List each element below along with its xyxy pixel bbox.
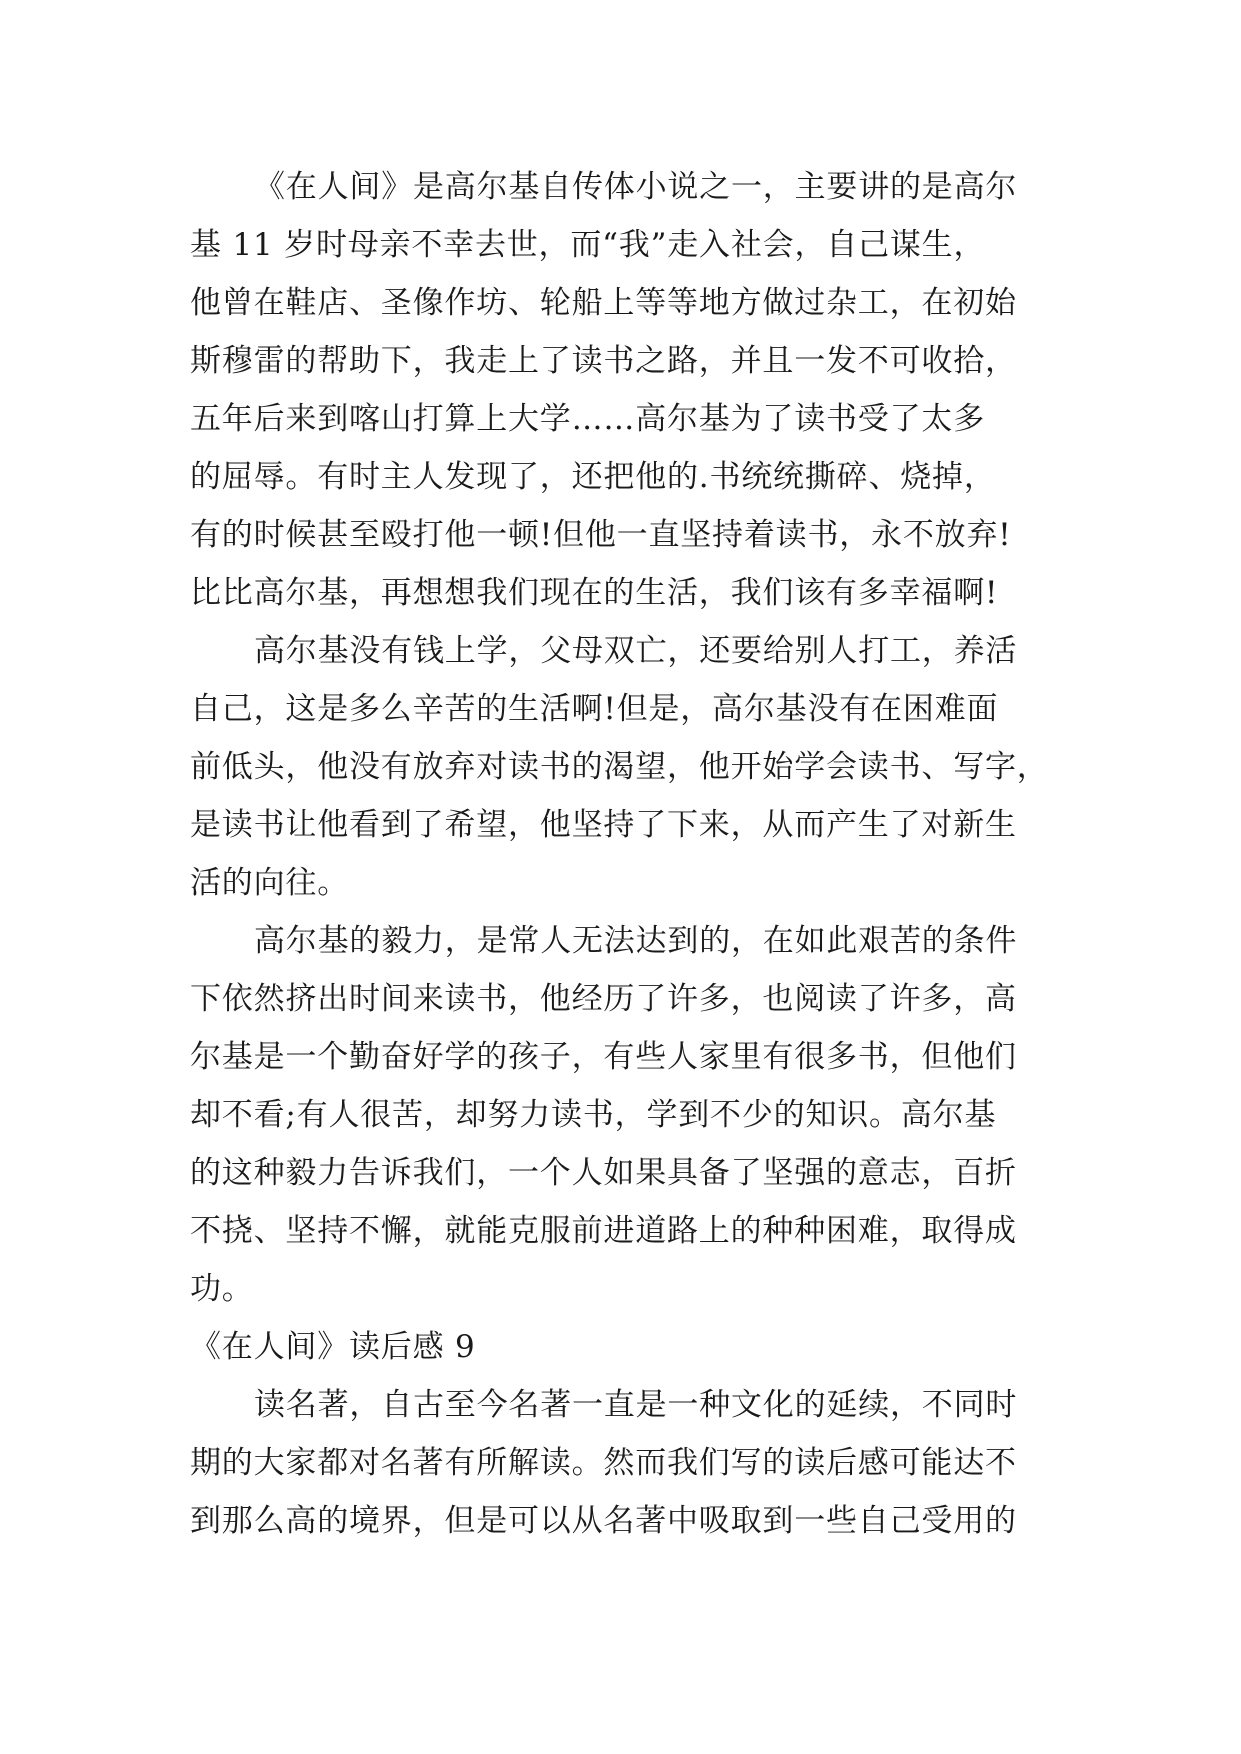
text-line: 前低头，他没有放弃对读书的渴望，他开始学会读书、写字，	[190, 749, 1049, 785]
text-line: 五年后来到喀山打算上大学……高尔基为了读书受了太多	[190, 401, 985, 437]
text-line: 自己，这是多么辛苦的生活啊!但是，高尔基没有在困难面	[190, 691, 999, 727]
text-line: 是读书让他看到了希望，他坚持了下来，从而产生了对新生	[190, 807, 1017, 843]
text-line: 到那么高的境界，但是可以从名著中吸取到一些自己受用的	[190, 1503, 1017, 1539]
text-line: 斯穆雷的帮助下，我走上了读书之路，并且一发不可收拾，	[190, 343, 1017, 379]
text-line: 他曾在鞋店、圣像作坊、轮船上等等地方做过杂工，在初始	[190, 285, 1017, 321]
section-heading: 《在人间》读后感 9	[190, 1329, 476, 1365]
text-line: 功。	[190, 1271, 254, 1307]
text-line: 比比高尔基，再想想我们现在的生活，我们该有多幸福啊!	[190, 575, 999, 611]
text-line: 有的时候甚至殴打他一顿!但他一直坚持着读书，永不放弃!	[190, 517, 1012, 553]
text-line: 尔基是一个勤奋好学的孩子，有些人家里有很多书，但他们	[190, 1039, 1017, 1075]
text-line: 的这种毅力告诉我们，一个人如果具备了坚强的意志，百折	[190, 1155, 1017, 1191]
text-line: 下依然挤出时间来读书，他经历了许多，也阅读了许多，高	[190, 981, 1017, 1017]
text-line: 的屈辱。有时主人发现了，还把他的.书统统撕碎、烧掉，	[190, 459, 996, 495]
document-body	[190, 158, 1060, 1550]
text-line: 《在人间》是高尔基自传体小说之一，主要讲的是高尔	[254, 169, 1018, 205]
text-line: 高尔基没有钱上学，父母双亡，还要给别人打工，养活	[254, 633, 1018, 669]
text-line: 活的向往。	[190, 865, 349, 901]
text-line: 读名著，自古至今名著一直是一种文化的延续，不同时	[254, 1387, 1018, 1423]
text-line: 却不看;有人很苦，却努力读书，学到不少的知识。高尔基	[190, 1097, 997, 1133]
text-line: 期的大家都对名著有所解读。然而我们写的读后感可能达不	[190, 1445, 1017, 1481]
paragraph	[190, 622, 1060, 912]
text-line: 高尔基的毅力，是常人无法达到的，在如此艰苦的条件	[254, 923, 1018, 959]
paragraph	[190, 912, 1060, 1318]
text-line: 基 11 岁时母亲不幸去世，而“我”走入社会，自己谋生，	[190, 227, 986, 263]
paragraph	[190, 1376, 1060, 1550]
text-line: 不挠、坚持不懈，就能克服前进道路上的种种困难，取得成	[190, 1213, 1017, 1249]
paragraph	[190, 158, 1060, 622]
